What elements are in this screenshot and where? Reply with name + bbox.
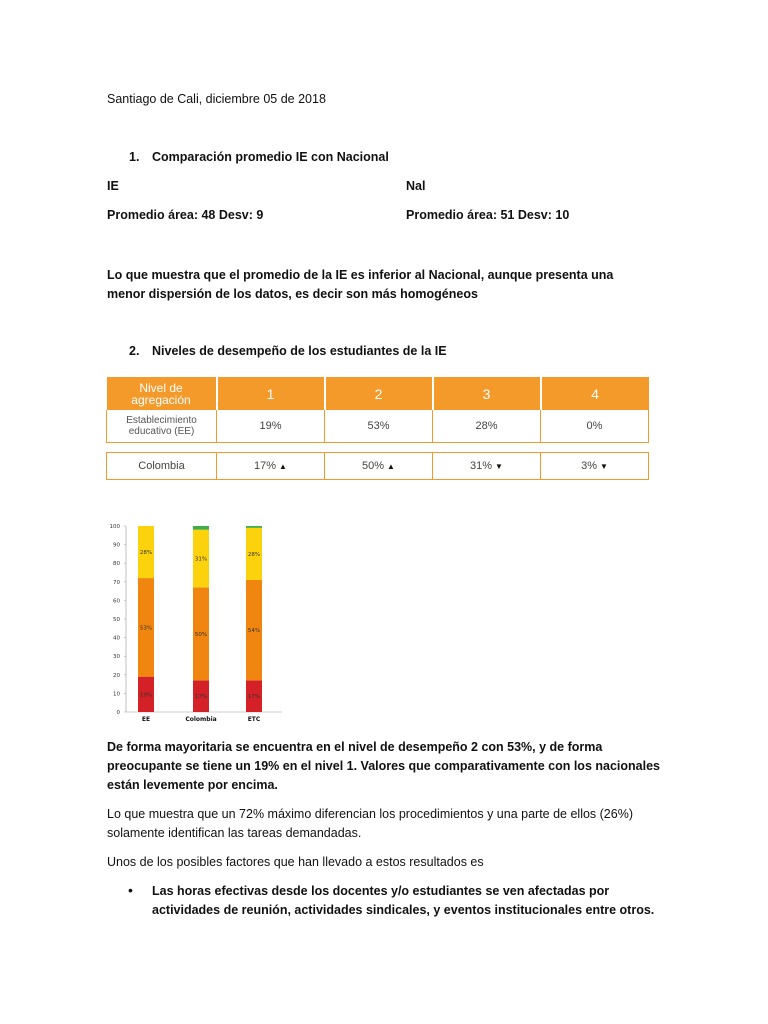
nal-stats: Promedio área: 51 Desv: 10 xyxy=(406,208,570,222)
section2-title: Niveles de desempeño de los estudiantes de la IE xyxy=(152,344,447,358)
y-tick-label: 20 xyxy=(113,672,120,679)
bar-data-label: 53% xyxy=(139,625,153,632)
bar-data-label: 50% xyxy=(194,631,208,638)
header-level-4: 4 xyxy=(541,377,649,410)
colombia-cell-3: 31% ▼ xyxy=(433,453,541,480)
bar-data-label: 17% xyxy=(247,694,261,701)
bar-data-label: 54% xyxy=(247,628,261,635)
y-tick-label: 70 xyxy=(113,579,120,586)
y-tick-label: 90 xyxy=(113,542,120,549)
body-paragraph-1: De forma mayoritaria se encuentra en el nivel de desempeño 2 con 53%, y de forma preocupante se tiene un 19% en el nivel 1. Valores que comparativamente con los nacionales están levemente por encima. xyxy=(107,740,660,792)
y-tick-label: 40 xyxy=(113,635,120,642)
y-tick-label: 0 xyxy=(116,710,120,716)
bar-segment xyxy=(246,526,262,528)
ee-value-4: 0% xyxy=(541,410,649,443)
colombia-label: Colombia xyxy=(107,453,217,480)
ee-value-1: 19% xyxy=(217,410,325,443)
ie-stats: Promedio área: 48 Desv: 9 xyxy=(107,208,264,222)
bar-data-label: 31% xyxy=(194,556,208,563)
colombia-cell-1: 17% ▲ xyxy=(217,453,325,480)
ie-label: IE xyxy=(107,179,119,193)
y-tick-label: 60 xyxy=(113,598,120,605)
table-row-ee xyxy=(107,410,649,443)
bar-data-label: 28% xyxy=(247,551,261,558)
bar-segment xyxy=(193,526,209,530)
y-tick-label: 80 xyxy=(113,561,120,568)
section1-title: Comparación promedio IE con Nacional xyxy=(152,150,389,164)
arrow-up-icon: ▲ xyxy=(279,462,287,471)
colombia-cell-2: 50% ▲ xyxy=(325,453,433,480)
performance-table xyxy=(106,377,649,480)
y-tick-label: 100 xyxy=(109,524,120,530)
body-paragraph-3: Unos de los posibles factores que han llevado a estos resultados es xyxy=(107,855,484,869)
table-header-row xyxy=(107,377,649,410)
bar-data-label: 19% xyxy=(139,692,153,699)
arrow-up-icon: ▲ xyxy=(387,462,395,471)
colombia-cell-4: 3% ▼ xyxy=(541,453,649,480)
x-category-label: Colombia xyxy=(185,716,217,723)
stacked-bar-chart xyxy=(102,518,292,728)
x-category-label: ETC xyxy=(247,716,261,723)
bar-data-label: 17% xyxy=(194,694,208,701)
ee-value-2: 53% xyxy=(325,410,433,443)
bullet-item-1: Las horas efectivas desde los docentes y/o estudiantes se ven afectadas por actividades de reunión, actividades sindicales, y eventos institucionales entre otros. xyxy=(152,884,655,917)
header-aggregation-level: Nivel de agregación xyxy=(107,377,217,410)
arrow-down-icon: ▼ xyxy=(599,462,608,471)
section1-paragraph: Lo que muestra que el promedio de la IE es inferior al Nacional, aunque presenta una menor dispersión de los datos, es decir son más homogéneos xyxy=(107,268,614,301)
ee-value-3: 28% xyxy=(433,410,541,443)
y-tick-label: 30 xyxy=(113,654,120,661)
ee-label: Establecimiento educativo (EE) xyxy=(107,410,217,443)
y-tick-label: 10 xyxy=(113,691,120,698)
bar-data-label: 28% xyxy=(139,550,153,557)
bullet-icon: • xyxy=(128,882,133,898)
date-line: Santiago de Cali, diciembre 05 de 2018 xyxy=(107,92,326,106)
body-paragraph-2: Lo que muestra que un 72% máximo diferencian los procedimientos y una parte de ellos (26%) solamente identifican las tareas demandadas. xyxy=(107,807,633,840)
header-level-1: 1 xyxy=(217,377,325,410)
section2-number: 2. xyxy=(129,344,140,358)
arrow-down-icon: ▼ xyxy=(495,462,503,471)
x-category-label: EE xyxy=(141,716,151,723)
y-tick-label: 50 xyxy=(113,617,120,623)
nal-label: Nal xyxy=(406,179,426,193)
section1-number: 1. xyxy=(129,150,140,164)
table-row-colombia xyxy=(107,453,649,480)
header-level-2: 2 xyxy=(325,377,433,410)
header-level-3: 3 xyxy=(433,377,541,410)
